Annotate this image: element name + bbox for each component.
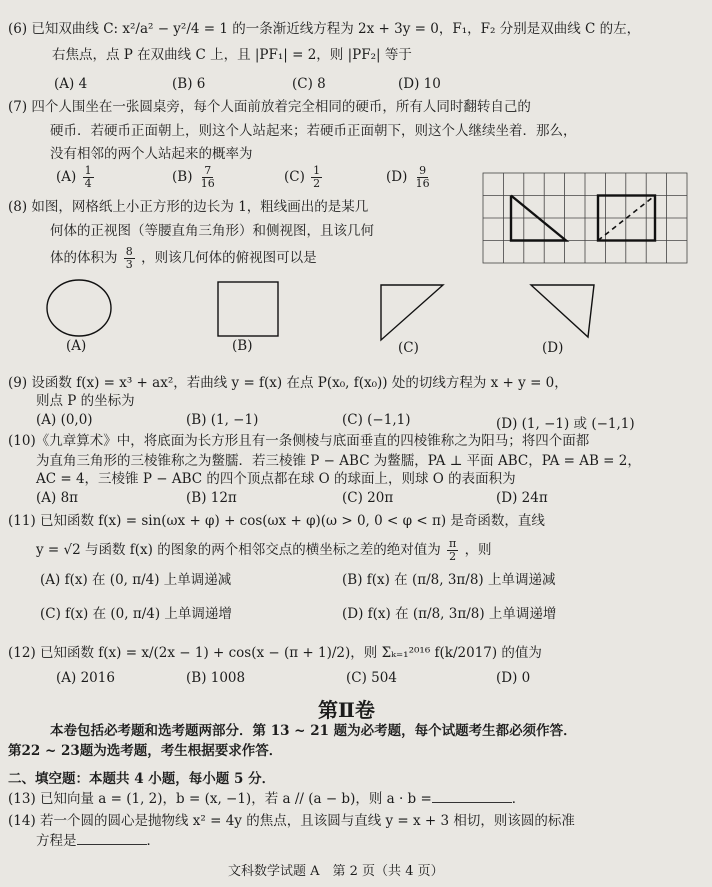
q12-line1: (12) 已知函数 f(x) = x/(2x − 1) + cos(x − (π + 1)/2)，则 Σₖ₌₁²⁰¹⁶ f(k/2017) 的值为 <box>8 645 542 661</box>
q10-line1: (10)《九章算术》中，将底面为长方形且有一条侧棱与底面垂直的四棱锥称之为阳马；将四个面都 <box>8 433 590 449</box>
section2-title: 第Ⅱ卷 <box>318 698 375 722</box>
q11-option-a: (A) f(x) 在 (0, π/4) 上单调递减 <box>40 572 232 588</box>
q11-line1: (11) 已知函数 f(x) = sin(ωx + φ) + cos(ωx + φ)(ω > 0, 0 < φ < π) 是奇函数，直线 <box>8 513 545 529</box>
q13-answer-blank[interactable] <box>432 790 512 803</box>
q7-line1: (7) 四个人围坐在一张圆桌旁，每个人面前放着完全相同的硬币，所有人同时翻转自己的 <box>8 99 531 115</box>
q11-option-c: (C) f(x) 在 (0, π/4) 上单调递增 <box>40 606 232 622</box>
q10-line3: AC = 4，三棱锥 P − ABC 的四个顶点都在球 O 的球面上，则球 O 的表面积为 <box>36 471 516 487</box>
q11-option-d: (D) f(x) 在 (π/8, 3π/8) 上单调递增 <box>342 606 557 622</box>
q6-line1: (6) 已知双曲线 C: x²/a² − y²/4 = 1 的一条渐近线方程为 2x + 3y = 0，F₁，F₂ 分别是双曲线 C 的左， <box>8 21 641 37</box>
q7-option-d: (D) $\frac{9}{16}$ <box>386 164 430 190</box>
q9-option-b: (B) (1, −1) <box>186 412 259 428</box>
section2-intro2: 第22 ~ 23题为选考题，考生根据要求作答． <box>8 743 283 759</box>
q8-option-b-square <box>216 280 282 340</box>
q12-option-a: (A) 2016 <box>56 670 115 686</box>
q7-option-c: (C) $\frac{1}{2}$ <box>284 164 321 190</box>
q6-option-b: (B) 6 <box>172 76 206 92</box>
q10-line2: 为直角三角形的三棱锥称之为鳖臑．若三棱锥 P − ABC 为鳖臑，PA ⊥ 平面 ABC，PA = AB = 2， <box>36 453 641 469</box>
q13-text: (13) 已知向量 a = (1, 2)，b = (x, −1)，若 a // (a − b)，则 a · b = ． <box>8 791 526 807</box>
q9-option-c: (C) (−1,1) <box>342 412 411 428</box>
q8-label-b: (B) <box>232 338 253 354</box>
q6-line2: 右焦点，点 P 在双曲线 C 上，且 |PF₁| = 2，则 |PF₂| 等于 <box>52 47 412 63</box>
q6-option-a: (A) 4 <box>54 76 88 92</box>
q8-label-a: (A) <box>66 338 87 354</box>
q8-line3: 体的体积为 $\frac{8}{3}$ ，则该几何体的俯视图可以是 <box>50 245 317 271</box>
q8-line1: (8) 如图，网格纸上小正方形的边长为 1，粗线画出的是某几 <box>8 199 369 215</box>
fill-in-heading: 二、填空题：本题共 4 小题，每小题 5 分． <box>8 771 276 787</box>
q10-option-b: (B) 12π <box>186 490 237 506</box>
q8-label-d: (D) <box>542 340 564 356</box>
q7-option-a: (A) $\frac{1}{4}$ <box>56 164 92 190</box>
q8-grid-figure <box>482 172 688 264</box>
q10-option-d: (D) 24π <box>496 490 548 506</box>
q11-option-b: (B) f(x) 在 (π/8, 3π/8) 上单调递减 <box>342 572 556 588</box>
q8-option-a-circle <box>44 278 114 338</box>
q8-option-c-triangle <box>378 282 448 344</box>
q9-line2: 则点 P 的坐标为 <box>36 393 135 409</box>
q12-option-c: (C) 504 <box>346 670 397 686</box>
q8-label-c: (C) <box>398 340 419 356</box>
q14-line2: 方程是 ． <box>36 833 160 849</box>
q6-option-d: (D) 10 <box>398 76 441 92</box>
q14-line1: (14) 若一个圆的圆心是抛物线 x² = 4y 的焦点，且该圆与直线 y = x + 3 相切，则该圆的标准 <box>8 813 575 829</box>
q12-option-d: (D) 0 <box>496 670 531 686</box>
q10-option-c: (C) 20π <box>342 490 394 506</box>
section2-intro1: 本卷包括必考题和选考题两部分．第 13 ~ 21 题为必考题，每个试题考生都必须作答． <box>50 723 577 739</box>
q9-line1: (9) 设函数 f(x) = x³ + ax²，若曲线 y = f(x) 在点 P(x₀, f(x₀)) 处的切线方程为 x + y = 0， <box>8 375 568 391</box>
q7-line2: 硬币．若硬币正面朝上，则这个人站起来；若硬币正面朝下，则这个人继续坐着．那么， <box>50 123 577 139</box>
q7-option-b: (B) $\frac{7}{16}$ <box>172 164 215 190</box>
q8-line2: 何体的正视图（等腰直角三角形）和侧视图，且该几何 <box>50 223 374 239</box>
q7-line3: 没有相邻的两个人站起来的概率为 <box>50 146 253 162</box>
q11-line2: y = √2 与函数 f(x) 的图象的两个相邻交点的横坐标之差的绝对值为 $\frac{\pi}{2}$ ，则 <box>36 537 492 563</box>
q9-option-d: (D) (1, −1) 或 (−1,1) <box>496 416 635 432</box>
page-footer: 文科数学试题 A 第 2 页（共 4 页） <box>228 864 444 879</box>
q14-answer-blank[interactable] <box>77 832 147 845</box>
q8-option-d-triangle <box>528 282 600 342</box>
q12-option-b: (B) 1008 <box>186 670 246 686</box>
q6-option-c: (C) 8 <box>292 76 326 92</box>
q10-option-a: (A) 8π <box>36 490 79 506</box>
q9-option-a: (A) (0,0) <box>36 412 93 428</box>
